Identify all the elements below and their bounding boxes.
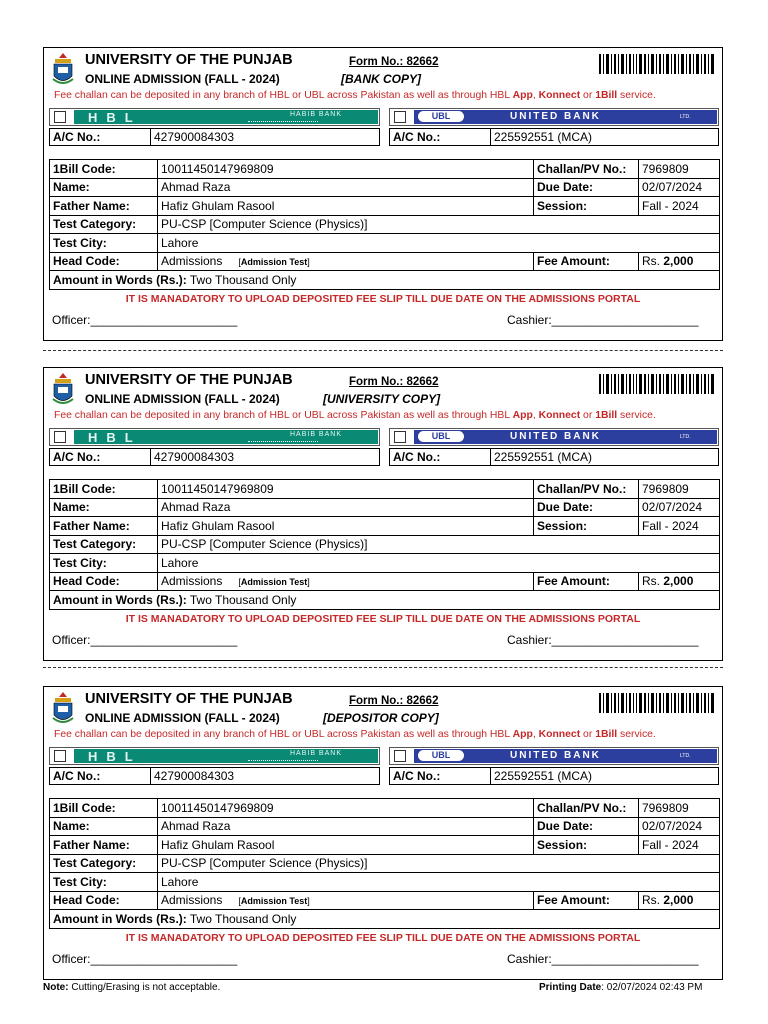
ubl-account-table <box>389 448 719 466</box>
head-code-value: Admissions [Admission Test] <box>158 891 534 910</box>
hbl-logo-text: HBL <box>88 430 142 445</box>
name-label: Name: <box>50 498 158 517</box>
test-city-label: Test City: <box>50 873 158 892</box>
session-value: Fall - 2024 <box>639 836 720 855</box>
challan-value: 7969809 <box>639 799 720 818</box>
due-date-label: Due Date: <box>534 498 639 517</box>
university-title: UNIVERSITY OF THE PUNJAB <box>85 52 293 68</box>
hbl-logo-strip <box>74 430 378 444</box>
bank-section <box>49 428 719 468</box>
university-title: UNIVERSITY OF THE PUNJAB <box>85 372 293 388</box>
cut-line <box>43 350 723 351</box>
bank-section <box>49 108 719 148</box>
challan-details-table <box>49 479 720 610</box>
challan-label: Challan/PV No.: <box>534 799 639 818</box>
officer-signature-line: Officer:______________________ <box>52 952 238 966</box>
admission-test-tag: [Admission Test] <box>238 577 310 588</box>
ubl-account-table <box>389 767 719 785</box>
ubl-logo-strip <box>414 110 717 124</box>
fee-amount-value: Rs. 2,000 <box>639 252 720 271</box>
challan-depositor-copy <box>43 686 723 980</box>
hbl-account-table <box>49 128 380 146</box>
ubl-ac-label: A/C No.: <box>390 768 491 785</box>
hbl-logo-strip <box>74 749 378 763</box>
bill-code-value: 10011450147969809 <box>158 799 534 818</box>
fee-amount-value: Rs. 2,000 <box>639 572 720 591</box>
test-city-label: Test City: <box>50 234 158 253</box>
mandatory-notice: IT IS MANADATORY TO UPLOAD DEPOSITED FEE SLIP TILL DUE DATE ON THE ADMISSIONS PORTAL <box>125 932 641 944</box>
online-admission-heading: ONLINE ADMISSION (FALL - 2024) <box>85 711 280 725</box>
ubl-logo-text: UBL <box>418 431 464 442</box>
bill-code-label: 1Bill Code: <box>50 480 158 499</box>
ubl-bank-name: UNITED BANK <box>510 431 601 442</box>
hbl-ac-label: A/C No.: <box>50 129 151 146</box>
officer-signature-line: Officer:______________________ <box>52 313 238 327</box>
session-value: Fall - 2024 <box>639 197 720 216</box>
due-date-label: Due Date: <box>534 178 639 197</box>
bank-section <box>49 747 719 787</box>
ubl-checkbox[interactable] <box>394 111 406 123</box>
hbl-account-table <box>49 767 380 785</box>
ubl-ltd-text: LTD. <box>680 753 691 759</box>
bill-code-label: 1Bill Code: <box>50 799 158 818</box>
amount-in-words: Amount in Words (Rs.): Two Thousand Only <box>50 910 720 929</box>
name-label: Name: <box>50 817 158 836</box>
fee-note: Fee challan can be deposited in any branch of HBL or UBL across Pakistan as well as through HBL App, Konnect or 1Bill service. <box>54 410 656 421</box>
bill-code-value: 10011450147969809 <box>158 160 534 179</box>
fee-note: Fee challan can be deposited in any branch of HBL or UBL across Pakistan as well as through HBL App, Konnect or 1Bill service. <box>54 729 656 740</box>
head-code-value: Admissions [Admission Test] <box>158 252 534 271</box>
father-name-value: Hafiz Ghulam Rasool <box>158 517 534 536</box>
ubl-ltd-text: LTD. <box>680 434 691 440</box>
bill-code-label: 1Bill Code: <box>50 160 158 179</box>
cashier-signature-line: Cashier:______________________ <box>507 633 699 647</box>
university-crest-icon <box>50 691 76 725</box>
test-category-label: Test Category: <box>50 215 158 234</box>
fee-amount-label: Fee Amount: <box>534 252 639 271</box>
test-city-value: Lahore <box>158 234 720 253</box>
challan-label: Challan/PV No.: <box>534 480 639 499</box>
mandatory-notice: IT IS MANADATORY TO UPLOAD DEPOSITED FEE SLIP TILL DUE DATE ON THE ADMISSIONS PORTAL <box>125 293 641 305</box>
challan-university-copy <box>43 367 723 661</box>
fee-amount-value: Rs. 2,000 <box>639 891 720 910</box>
hbl-bank-name: HABIB BANK <box>289 431 342 438</box>
cashier-signature-line: Cashier:______________________ <box>507 313 699 327</box>
hbl-checkbox[interactable] <box>54 750 66 762</box>
test-category-value: PU-CSP [Computer Science (Physics)] <box>158 854 720 873</box>
hbl-bank-name: HABIB BANK <box>289 111 342 118</box>
head-code-value: Admissions [Admission Test] <box>158 572 534 591</box>
printing-date: Printing Date: 02/07/2024 02:43 PM <box>539 982 703 993</box>
ubl-ac-label: A/C No.: <box>390 449 491 466</box>
footer-note: Note: Cutting/Erasing is not acceptable. <box>43 982 221 993</box>
test-city-label: Test City: <box>50 554 158 573</box>
ubl-ac-number: 225592551 (MCA) <box>491 129 719 146</box>
hbl-checkbox[interactable] <box>54 111 66 123</box>
hbl-logo-text: HBL <box>88 749 142 764</box>
hbl-banner <box>49 108 380 126</box>
admission-test-tag: [Admission Test] <box>238 257 310 268</box>
ubl-bank-name: UNITED BANK <box>510 111 601 122</box>
ubl-account-table <box>389 128 719 146</box>
copy-type-label: [UNIVERSITY COPY] <box>323 392 441 406</box>
ubl-ltd-text: LTD. <box>680 114 691 120</box>
hbl-urdu-script-icon <box>248 757 318 761</box>
copy-type-label: [BANK COPY] <box>341 72 421 86</box>
university-crest-icon <box>50 52 76 86</box>
barcode-icon <box>599 374 714 394</box>
father-name-label: Father Name: <box>50 517 158 536</box>
hbl-ac-number: 427900084303 <box>151 449 380 466</box>
name-label: Name: <box>50 178 158 197</box>
hbl-logo-strip <box>74 110 378 124</box>
ubl-banner <box>389 108 719 126</box>
session-label: Session: <box>534 197 639 216</box>
challan-label: Challan/PV No.: <box>534 160 639 179</box>
form-number: Form No.: 82662 <box>349 376 439 388</box>
test-city-value: Lahore <box>158 873 720 892</box>
form-number: Form No.: 82662 <box>349 695 439 707</box>
ubl-checkbox[interactable] <box>394 750 406 762</box>
father-name-value: Hafiz Ghulam Rasool <box>158 836 534 855</box>
name-value: Ahmad Raza <box>158 498 534 517</box>
name-value: Ahmad Raza <box>158 817 534 836</box>
admission-test-tag: [Admission Test] <box>238 896 310 907</box>
amount-in-words: Amount in Words (Rs.): Two Thousand Only <box>50 591 720 610</box>
ubl-logo-strip <box>414 749 717 763</box>
head-code-label: Head Code: <box>50 252 158 271</box>
challan-value: 7969809 <box>639 480 720 499</box>
barcode-icon <box>599 54 714 74</box>
mandatory-notice: IT IS MANADATORY TO UPLOAD DEPOSITED FEE SLIP TILL DUE DATE ON THE ADMISSIONS PORTAL <box>125 613 641 625</box>
hbl-ac-label: A/C No.: <box>50 449 151 466</box>
ubl-ac-number: 225592551 (MCA) <box>491 449 719 466</box>
hbl-ac-number: 427900084303 <box>151 129 380 146</box>
ubl-ac-number: 225592551 (MCA) <box>491 768 719 785</box>
hbl-urdu-script-icon <box>248 118 318 122</box>
ubl-bank-name: UNITED BANK <box>510 750 601 761</box>
university-crest-icon <box>50 372 76 406</box>
test-city-value: Lahore <box>158 554 720 573</box>
test-category-label: Test Category: <box>50 535 158 554</box>
challan-value: 7969809 <box>639 160 720 179</box>
barcode-icon <box>599 693 714 713</box>
head-code-label: Head Code: <box>50 891 158 910</box>
session-label: Session: <box>534 517 639 536</box>
due-date-label: Due Date: <box>534 817 639 836</box>
hbl-urdu-script-icon <box>248 438 318 442</box>
session-value: Fall - 2024 <box>639 517 720 536</box>
online-admission-heading: ONLINE ADMISSION (FALL - 2024) <box>85 392 280 406</box>
ubl-checkbox[interactable] <box>394 431 406 443</box>
challan-details-table <box>49 798 720 929</box>
university-title: UNIVERSITY OF THE PUNJAB <box>85 691 293 707</box>
hbl-checkbox[interactable] <box>54 431 66 443</box>
ubl-banner <box>389 747 719 765</box>
session-label: Session: <box>534 836 639 855</box>
form-number: Form No.: 82662 <box>349 56 439 68</box>
fee-amount-label: Fee Amount: <box>534 572 639 591</box>
father-name-label: Father Name: <box>50 197 158 216</box>
due-date-value: 02/07/2024 <box>639 178 720 197</box>
hbl-logo-text: HBL <box>88 110 142 125</box>
hbl-account-table <box>49 448 380 466</box>
test-category-value: PU-CSP [Computer Science (Physics)] <box>158 535 720 554</box>
head-code-label: Head Code: <box>50 572 158 591</box>
amount-in-words: Amount in Words (Rs.): Two Thousand Only <box>50 271 720 290</box>
challan-bank-copy <box>43 47 723 341</box>
due-date-value: 02/07/2024 <box>639 498 720 517</box>
hbl-banner <box>49 428 380 446</box>
online-admission-heading: ONLINE ADMISSION (FALL - 2024) <box>85 72 280 86</box>
ubl-logo-text: UBL <box>418 750 464 761</box>
officer-signature-line: Officer:______________________ <box>52 633 238 647</box>
ubl-logo-strip <box>414 430 717 444</box>
copy-type-label: [DEPOSITOR COPY] <box>323 711 439 725</box>
ubl-ac-label: A/C No.: <box>390 129 491 146</box>
hbl-banner <box>49 747 380 765</box>
cashier-signature-line: Cashier:______________________ <box>507 952 699 966</box>
challan-details-table <box>49 159 720 290</box>
hbl-ac-label: A/C No.: <box>50 768 151 785</box>
name-value: Ahmad Raza <box>158 178 534 197</box>
test-category-label: Test Category: <box>50 854 158 873</box>
cut-line <box>43 667 723 668</box>
ubl-banner <box>389 428 719 446</box>
bill-code-value: 10011450147969809 <box>158 480 534 499</box>
due-date-value: 02/07/2024 <box>639 817 720 836</box>
test-category-value: PU-CSP [Computer Science (Physics)] <box>158 215 720 234</box>
father-name-label: Father Name: <box>50 836 158 855</box>
hbl-bank-name: HABIB BANK <box>289 750 342 757</box>
fee-amount-label: Fee Amount: <box>534 891 639 910</box>
ubl-logo-text: UBL <box>418 111 464 122</box>
fee-note: Fee challan can be deposited in any branch of HBL or UBL across Pakistan as well as through HBL App, Konnect or 1Bill service. <box>54 90 656 101</box>
father-name-value: Hafiz Ghulam Rasool <box>158 197 534 216</box>
hbl-ac-number: 427900084303 <box>151 768 380 785</box>
